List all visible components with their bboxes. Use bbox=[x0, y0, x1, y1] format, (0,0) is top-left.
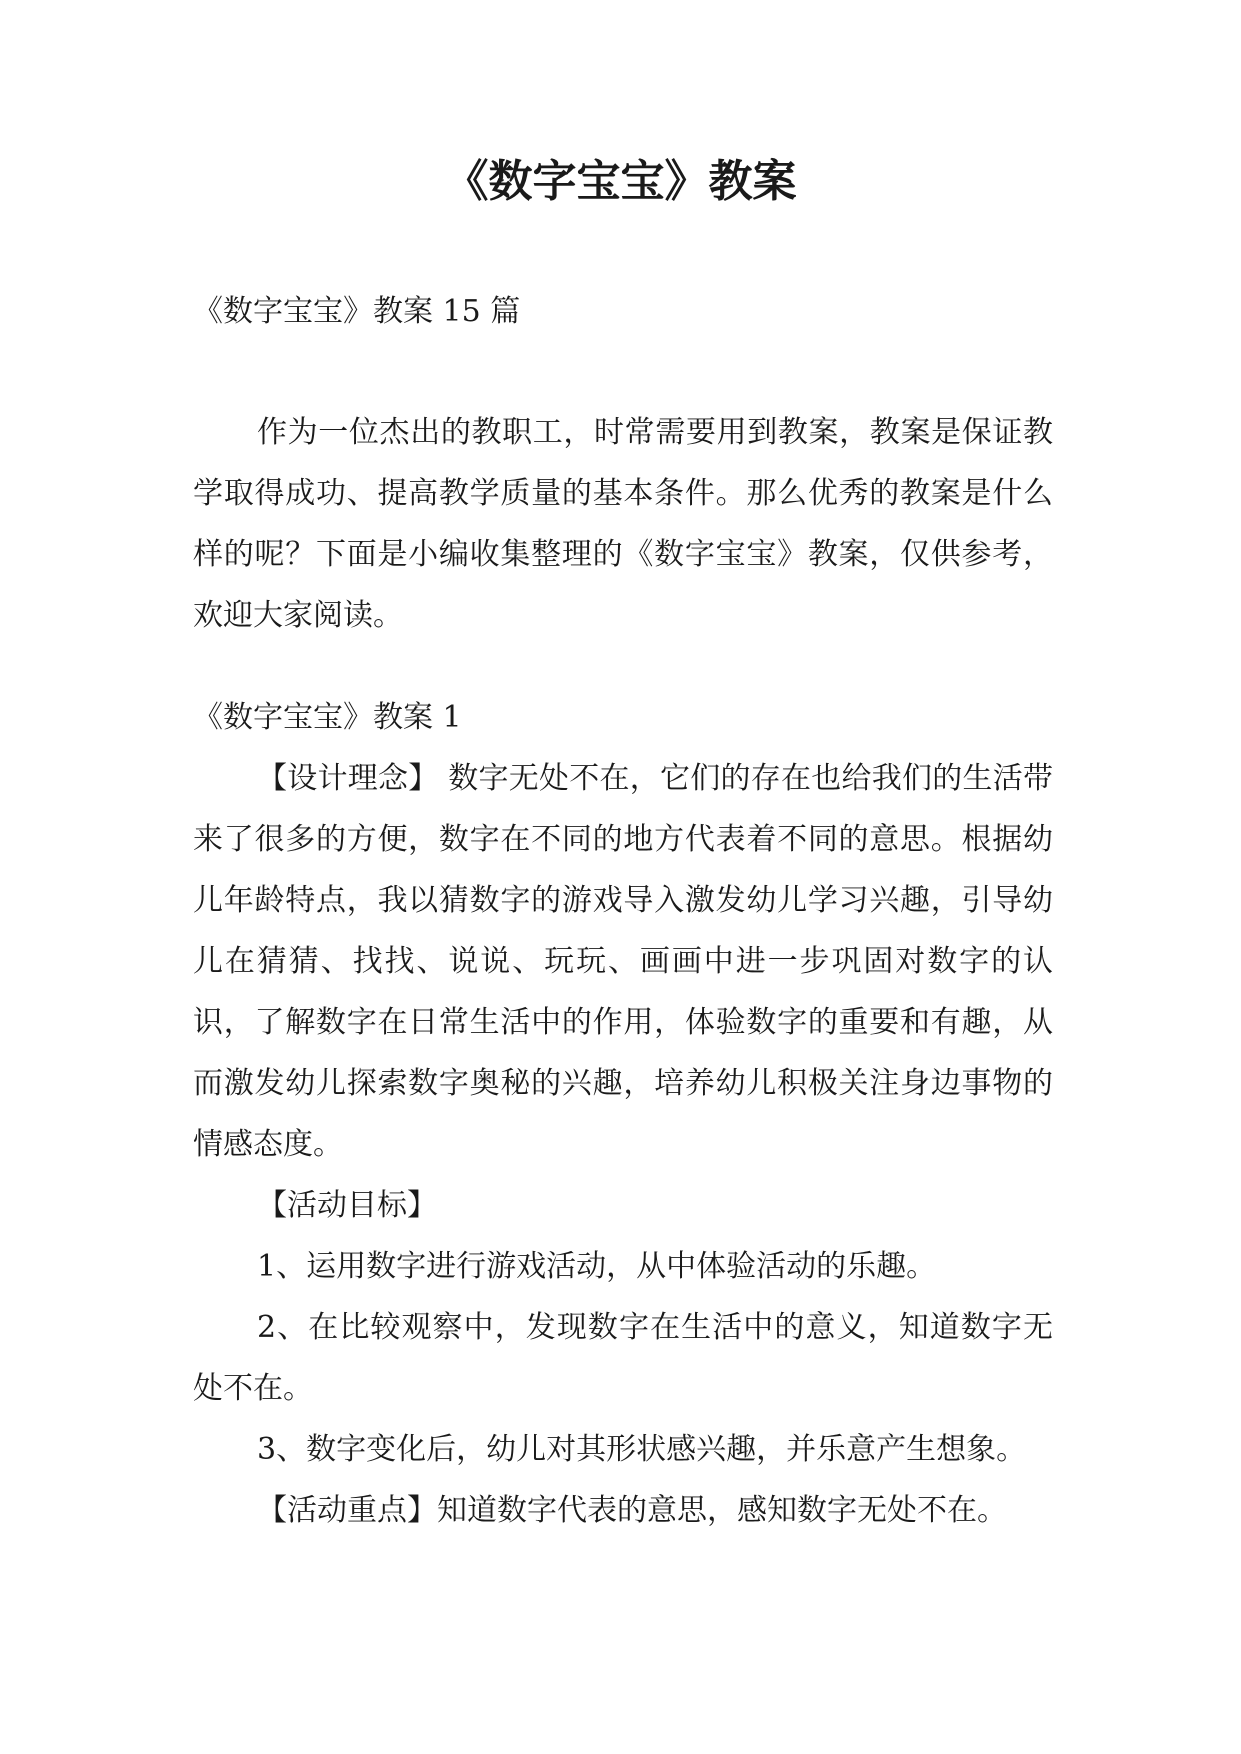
section-heading: 《数字宝宝》教案 1 bbox=[193, 700, 462, 735]
intro-paragraph: 作为一位杰出的教职工，时常需要用到教案，教案是保证教学取得成功、提高教学质量的基本条件。那么优秀的教案是什么样的呢？下面是小编收集整理的《数字宝宝》教案，仅供参考，欢迎大家阅读。 bbox=[193, 415, 1053, 633]
design-concept-paragraph: 【设计理念】 数字无处不在，它们的存在也给我们的生活带来了很多的方便，数字在不同的地方代表着不同的意思。根据幼儿年龄特点，我以猜数字的游戏导入激发幼儿学习兴趣，引导幼儿在猜猜、找找、说说、玩玩、画画中进一步巩固对数字的认识，了解数字在日常生活中的作用，体验数字的重要和有趣，从而激发幼儿探索数字奥秘的兴趣，培养幼儿积极关注身边事物的情感态度。 bbox=[193, 761, 1053, 1162]
document-title: 《数字宝宝》教案 bbox=[444, 156, 797, 207]
document-subtitle: 《数字宝宝》教案 15 篇 bbox=[193, 294, 521, 329]
goal-item-1: 1、运用数字进行游戏活动，从中体验活动的乐趣。 bbox=[257, 1249, 937, 1284]
goal-item-2: 2、在比较观察中，发现数字在生活中的意义，知道数字无处不在。 bbox=[193, 1310, 1053, 1406]
section-body bbox=[193, 748, 1053, 1541]
goal-item-3: 3、数字变化后，幼儿对其形状感兴趣，并乐意产生想象。 bbox=[257, 1432, 1027, 1467]
key-point-paragraph: 【活动重点】知道数字代表的意思，感知数字无处不在。 bbox=[257, 1493, 1007, 1528]
goals-heading: 【活动目标】 bbox=[257, 1188, 437, 1223]
